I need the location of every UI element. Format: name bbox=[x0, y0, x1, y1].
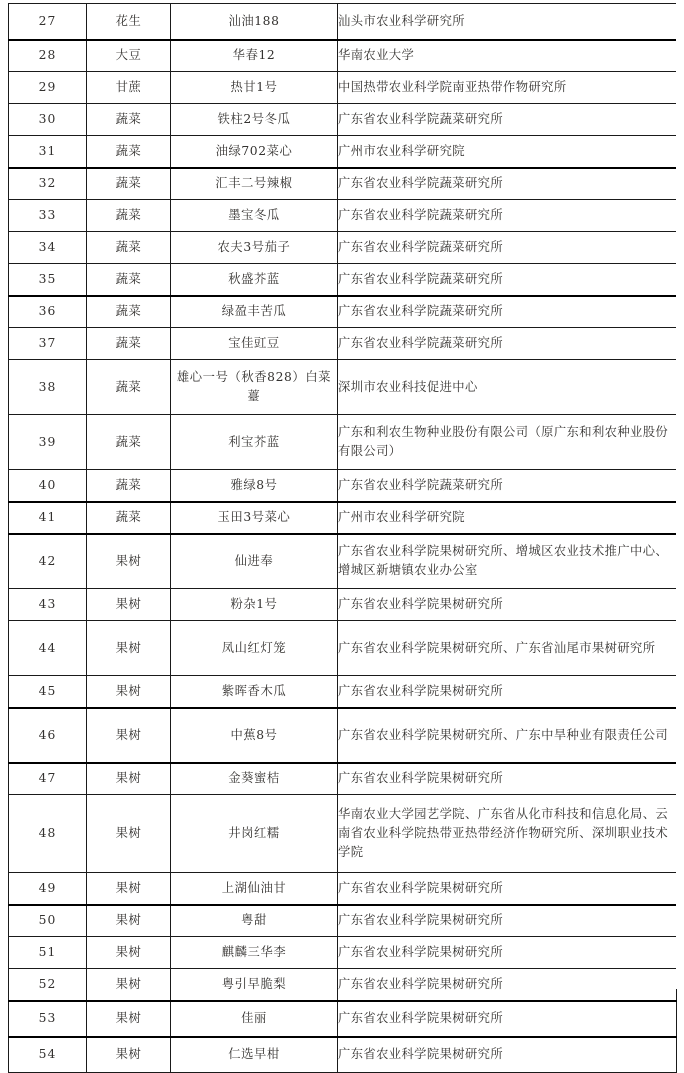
table-row bbox=[9, 795, 677, 873]
cell-variety-name-text: 金葵蜜桔 bbox=[228, 771, 280, 786]
cell-index bbox=[9, 795, 87, 873]
cell-organization bbox=[338, 232, 677, 264]
cell-crop-text: 果树 bbox=[115, 826, 142, 840]
cell-variety-name bbox=[171, 589, 338, 621]
table-row bbox=[9, 72, 677, 104]
cell-variety-name-text: 雅绿8号 bbox=[230, 477, 278, 492]
cell-organization-text: 广东省农业科学院果树研究所 bbox=[338, 1011, 504, 1025]
cell-crop bbox=[87, 296, 171, 328]
cell-crop-text: 蔬菜 bbox=[115, 304, 142, 319]
cell-crop-text: 果树 bbox=[115, 597, 142, 611]
cell-index bbox=[9, 264, 87, 296]
cell-index-text: 47 bbox=[38, 771, 57, 786]
cell-crop bbox=[87, 415, 171, 470]
cell-crop bbox=[87, 763, 171, 795]
cell-variety-name-text: 井岗红糯 bbox=[228, 826, 280, 840]
cell-crop-text: 蔬菜 bbox=[115, 477, 142, 492]
cell-index bbox=[9, 621, 87, 676]
cell-crop bbox=[87, 4, 171, 40]
cell-index-text: 32 bbox=[38, 176, 57, 191]
cell-crop-text: 果树 bbox=[115, 727, 142, 742]
cell-variety-name bbox=[171, 264, 338, 296]
cell-crop bbox=[87, 232, 171, 264]
cell-variety-name-text: 粤引早脆梨 bbox=[221, 976, 287, 991]
cell-variety-name bbox=[171, 676, 338, 708]
cell-crop bbox=[87, 470, 171, 502]
cell-organization-text: 广东省农业科学院果树研究所 bbox=[338, 880, 504, 895]
cell-organization-text: 广东省农业科学院果树研究所 bbox=[338, 771, 504, 786]
cell-organization bbox=[338, 873, 677, 905]
table-row bbox=[9, 415, 677, 470]
table-row bbox=[9, 1001, 677, 1037]
cell-index-text: 39 bbox=[38, 434, 57, 449]
cell-index-text: 35 bbox=[38, 271, 57, 286]
cell-index-text: 44 bbox=[38, 640, 57, 655]
cell-index bbox=[9, 104, 87, 136]
cell-variety-name-text: 雄心一号（秋香828）白菜薹 bbox=[176, 370, 332, 403]
cell-variety-name bbox=[171, 873, 338, 905]
cell-index-text: 36 bbox=[38, 304, 57, 319]
cell-crop bbox=[87, 264, 171, 296]
cell-index bbox=[9, 40, 87, 72]
cell-crop bbox=[87, 905, 171, 937]
cell-index bbox=[9, 1001, 87, 1037]
cell-organization bbox=[338, 168, 677, 200]
cell-crop bbox=[87, 534, 171, 589]
cell-crop-text: 果树 bbox=[115, 913, 142, 928]
cell-crop-text: 蔬菜 bbox=[115, 271, 142, 286]
cell-crop bbox=[87, 708, 171, 763]
table-row bbox=[9, 905, 677, 937]
cell-variety-name-text: 铁柱2号冬瓜 bbox=[217, 112, 291, 126]
table-row bbox=[9, 200, 677, 232]
cell-organization bbox=[338, 937, 677, 969]
table-row bbox=[9, 168, 677, 200]
cell-index bbox=[9, 763, 87, 795]
cell-crop bbox=[87, 676, 171, 708]
cell-variety-name-text: 粤甜 bbox=[241, 913, 267, 928]
cell-organization bbox=[338, 40, 677, 72]
page-right-margin bbox=[676, 0, 684, 989]
cell-index bbox=[9, 708, 87, 763]
table-row bbox=[9, 873, 677, 905]
cell-organization bbox=[338, 795, 677, 873]
cell-crop bbox=[87, 1001, 171, 1037]
cell-organization bbox=[338, 264, 677, 296]
cell-organization bbox=[338, 502, 677, 534]
cell-variety-name-text: 仙进奉 bbox=[234, 553, 274, 568]
cell-index-text: 30 bbox=[38, 112, 57, 126]
cell-crop bbox=[87, 589, 171, 621]
cell-variety-name bbox=[171, 136, 338, 168]
cell-organization-text: 汕头市农业科学研究所 bbox=[338, 13, 465, 28]
cell-organization-text: 深圳市农业科技促进中心 bbox=[338, 379, 478, 394]
cell-organization bbox=[338, 4, 677, 40]
cell-organization-text: 广州市农业科学研究院 bbox=[338, 510, 465, 524]
cell-index-text: 49 bbox=[38, 880, 57, 895]
table-row bbox=[9, 136, 677, 168]
cell-organization-text: 广东省农业科学院蔬菜研究所 bbox=[338, 271, 504, 286]
cell-organization bbox=[338, 969, 677, 1001]
cell-variety-name bbox=[171, 296, 338, 328]
table-row bbox=[9, 296, 677, 328]
cell-organization bbox=[338, 470, 677, 502]
cell-organization bbox=[338, 534, 677, 589]
cell-variety-name-text: 热甘1号 bbox=[230, 80, 278, 94]
table-row bbox=[9, 763, 677, 795]
cell-organization-text: 广州市农业科学研究院 bbox=[338, 143, 465, 158]
cell-organization-text: 广东省农业科学院果树研究所、广东中旱种业有限责任公司 bbox=[338, 727, 669, 742]
cell-index-text: 27 bbox=[38, 13, 57, 28]
cell-organization-text: 中国热带农业科学院南亚热带作物研究所 bbox=[338, 80, 567, 94]
cell-index bbox=[9, 969, 87, 1001]
table-row bbox=[9, 502, 677, 534]
table-row bbox=[9, 969, 677, 1001]
cell-index-text: 29 bbox=[38, 80, 57, 94]
cell-index bbox=[9, 168, 87, 200]
table-row bbox=[9, 708, 677, 763]
cell-index-text: 33 bbox=[38, 208, 57, 222]
cell-organization-text: 广东省农业科学院果树研究所 bbox=[338, 1047, 504, 1062]
cell-index-text: 53 bbox=[38, 1011, 57, 1025]
cell-crop-text: 蔬菜 bbox=[115, 208, 142, 222]
cell-crop bbox=[87, 40, 171, 72]
cell-organization-text: 广东省农业科学院果树研究所 bbox=[338, 913, 504, 928]
cell-crop-text: 蔬菜 bbox=[115, 336, 142, 350]
table-row bbox=[9, 40, 677, 72]
cell-index-text: 31 bbox=[38, 143, 57, 158]
cell-crop bbox=[87, 72, 171, 104]
table-row bbox=[9, 676, 677, 708]
cell-organization bbox=[338, 676, 677, 708]
cell-crop-text: 果树 bbox=[115, 1011, 142, 1025]
table-row bbox=[9, 534, 677, 589]
cell-organization-text: 广东省农业科学院果树研究所 bbox=[338, 683, 504, 698]
table-row bbox=[9, 232, 677, 264]
cell-index-text: 50 bbox=[38, 913, 57, 928]
cell-variety-name-text: 墨宝冬瓜 bbox=[228, 208, 280, 222]
cell-index bbox=[9, 4, 87, 40]
cell-crop-text: 蔬菜 bbox=[115, 176, 142, 191]
cell-variety-name-text: 中蕉8号 bbox=[230, 727, 278, 742]
cell-organization-text: 广东省农业科学院果树研究所 bbox=[338, 945, 504, 959]
cell-variety-name-text: 华春12 bbox=[232, 48, 276, 63]
cell-variety-name-text: 汇丰二号辣椒 bbox=[215, 176, 293, 191]
cell-crop bbox=[87, 621, 171, 676]
cell-variety-name-text: 秋盛芥蓝 bbox=[228, 271, 280, 286]
cell-variety-name bbox=[171, 40, 338, 72]
cell-crop-text: 果树 bbox=[115, 880, 142, 895]
cell-crop-text: 蔬菜 bbox=[115, 434, 142, 449]
cell-index bbox=[9, 360, 87, 415]
cell-crop bbox=[87, 873, 171, 905]
cell-crop-text: 甘蔗 bbox=[115, 80, 142, 94]
cell-crop-text: 果树 bbox=[115, 640, 142, 655]
cell-crop-text: 果树 bbox=[115, 553, 142, 568]
cell-crop-text: 果树 bbox=[115, 1047, 142, 1062]
cell-index bbox=[9, 502, 87, 534]
table-row bbox=[9, 264, 677, 296]
cell-crop bbox=[87, 502, 171, 534]
cell-variety-name bbox=[171, 502, 338, 534]
table-row bbox=[9, 328, 677, 360]
cell-variety-name bbox=[171, 4, 338, 40]
cell-variety-name bbox=[171, 328, 338, 360]
cell-crop-text: 大豆 bbox=[115, 48, 142, 63]
cell-organization-text: 广东省农业科学院蔬菜研究所 bbox=[338, 304, 504, 319]
cell-variety-name bbox=[171, 795, 338, 873]
cell-variety-name bbox=[171, 415, 338, 470]
cell-variety-name bbox=[171, 937, 338, 969]
cell-variety-name-text: 佳丽 bbox=[241, 1011, 267, 1025]
cell-crop bbox=[87, 1037, 171, 1073]
cell-index-text: 34 bbox=[38, 240, 57, 254]
cell-variety-name bbox=[171, 534, 338, 589]
cell-index-text: 38 bbox=[38, 379, 57, 394]
cell-variety-name-text: 宝佳豇豆 bbox=[228, 336, 280, 350]
cell-index-text: 42 bbox=[38, 553, 57, 568]
table-row bbox=[9, 937, 677, 969]
cell-variety-name bbox=[171, 1037, 338, 1073]
cell-variety-name bbox=[171, 708, 338, 763]
cell-variety-name bbox=[171, 168, 338, 200]
cell-crop-text: 果树 bbox=[115, 945, 142, 959]
cell-organization-text: 广东省农业科学院蔬菜研究所 bbox=[338, 240, 504, 254]
cell-organization-text: 华南农业大学 bbox=[338, 48, 415, 63]
cell-organization bbox=[338, 708, 677, 763]
cell-crop bbox=[87, 200, 171, 232]
table-row bbox=[9, 589, 677, 621]
cell-variety-name-text: 利宝芥蓝 bbox=[228, 434, 280, 449]
cell-index-text: 40 bbox=[38, 477, 57, 492]
cell-variety-name-text: 汕油188 bbox=[228, 13, 280, 28]
cell-variety-name-text: 紫晖香木瓜 bbox=[221, 683, 287, 698]
table-row bbox=[9, 470, 677, 502]
cell-organization bbox=[338, 621, 677, 676]
cell-index-text: 48 bbox=[38, 826, 57, 840]
cell-index bbox=[9, 72, 87, 104]
cell-organization bbox=[338, 328, 677, 360]
cell-organization-text: 广东和利农生物种业股份有限公司（原广东和利农种业股份有限公司） bbox=[338, 425, 669, 458]
cell-index-text: 45 bbox=[38, 683, 57, 698]
cell-organization bbox=[338, 360, 677, 415]
cell-variety-name bbox=[171, 72, 338, 104]
cell-organization bbox=[338, 136, 677, 168]
cell-variety-name bbox=[171, 360, 338, 415]
cell-index bbox=[9, 937, 87, 969]
cell-index-text: 28 bbox=[38, 48, 57, 63]
cell-index bbox=[9, 415, 87, 470]
cell-organization bbox=[338, 104, 677, 136]
cell-variety-name bbox=[171, 470, 338, 502]
cell-index-text: 43 bbox=[38, 597, 57, 611]
cell-organization-text: 广东省农业科学院蔬菜研究所 bbox=[338, 112, 504, 126]
crop-variety-table bbox=[8, 3, 677, 1073]
cell-index-text: 41 bbox=[38, 510, 57, 524]
cell-organization-text: 华南农业大学园艺学院、广东省从化市科技和信息化局、云南省农业科学院热带亚热带经济作物研究所、深圳职业技术学院 bbox=[338, 807, 669, 859]
cell-organization bbox=[338, 1037, 677, 1073]
cell-index bbox=[9, 328, 87, 360]
cell-crop bbox=[87, 136, 171, 168]
cell-organization bbox=[338, 1001, 677, 1037]
cell-crop-text: 花生 bbox=[115, 13, 142, 28]
cell-variety-name bbox=[171, 621, 338, 676]
cell-organization-text: 广东省农业科学院果树研究所 bbox=[338, 597, 504, 611]
cell-index bbox=[9, 1037, 87, 1073]
cell-crop bbox=[87, 969, 171, 1001]
cell-organization-text: 广东省农业科学院果树研究所 bbox=[338, 976, 504, 991]
variety-table-body bbox=[9, 4, 677, 1073]
cell-index-text: 51 bbox=[38, 945, 57, 959]
cell-crop-text: 蔬菜 bbox=[115, 379, 142, 394]
variety-table-container bbox=[8, 3, 676, 1073]
cell-organization bbox=[338, 72, 677, 104]
cell-index bbox=[9, 534, 87, 589]
cell-variety-name bbox=[171, 200, 338, 232]
cell-crop bbox=[87, 795, 171, 873]
table-row bbox=[9, 621, 677, 676]
cell-crop bbox=[87, 328, 171, 360]
cell-crop bbox=[87, 937, 171, 969]
cell-organization-text: 广东省农业科学院果树研究所、增城区农业技术推广中心、增城区新塘镇农业办公室 bbox=[338, 544, 669, 578]
cell-organization-text: 广东省农业科学院蔬菜研究所 bbox=[338, 208, 504, 222]
cell-variety-name bbox=[171, 969, 338, 1001]
cell-variety-name-text: 仁选早柑 bbox=[228, 1047, 280, 1062]
cell-index-text: 52 bbox=[38, 976, 57, 991]
cell-index bbox=[9, 873, 87, 905]
cell-variety-name-text: 绿盈丰苦瓜 bbox=[221, 304, 287, 319]
table-row bbox=[9, 360, 677, 415]
cell-index bbox=[9, 232, 87, 264]
cell-variety-name-text: 油绿702菜心 bbox=[215, 143, 293, 158]
cell-crop bbox=[87, 104, 171, 136]
cell-index bbox=[9, 905, 87, 937]
cell-organization-text: 广东省农业科学院蔬菜研究所 bbox=[338, 336, 504, 350]
cell-variety-name-text: 上湖仙油甘 bbox=[221, 880, 287, 895]
table-row bbox=[9, 104, 677, 136]
cell-organization-text: 广东省农业科学院蔬菜研究所 bbox=[338, 176, 504, 191]
cell-crop-text: 蔬菜 bbox=[115, 510, 142, 524]
cell-organization-text: 广东省农业科学院蔬菜研究所 bbox=[338, 477, 504, 492]
cell-variety-name bbox=[171, 232, 338, 264]
cell-variety-name-text: 凤山红灯笼 bbox=[221, 640, 287, 655]
cell-variety-name-text: 麒麟三华李 bbox=[221, 945, 287, 959]
cell-index-text: 37 bbox=[38, 336, 57, 350]
cell-crop-text: 果树 bbox=[115, 683, 142, 698]
cell-index bbox=[9, 589, 87, 621]
cell-index-text: 54 bbox=[38, 1047, 57, 1062]
cell-variety-name bbox=[171, 1001, 338, 1037]
cell-variety-name-text: 粉杂1号 bbox=[230, 597, 278, 611]
cell-variety-name-text: 玉田3号菜心 bbox=[217, 510, 291, 524]
table-row bbox=[9, 1037, 677, 1073]
cell-index bbox=[9, 200, 87, 232]
cell-index bbox=[9, 470, 87, 502]
cell-crop-text: 蔬菜 bbox=[115, 112, 142, 126]
cell-organization bbox=[338, 296, 677, 328]
cell-variety-name bbox=[171, 905, 338, 937]
cell-organization bbox=[338, 200, 677, 232]
cell-variety-name bbox=[171, 763, 338, 795]
cell-crop-text: 果树 bbox=[115, 976, 142, 991]
cell-variety-name bbox=[171, 104, 338, 136]
cell-index bbox=[9, 136, 87, 168]
cell-organization bbox=[338, 589, 677, 621]
cell-organization bbox=[338, 415, 677, 470]
table-row bbox=[9, 4, 677, 40]
cell-index bbox=[9, 676, 87, 708]
cell-variety-name-text: 农夫3号茄子 bbox=[217, 240, 291, 254]
cell-crop bbox=[87, 360, 171, 415]
cell-crop-text: 蔬菜 bbox=[115, 143, 142, 158]
cell-organization bbox=[338, 763, 677, 795]
cell-crop-text: 果树 bbox=[115, 771, 142, 786]
cell-crop bbox=[87, 168, 171, 200]
cell-organization bbox=[338, 905, 677, 937]
cell-organization-text: 广东省农业科学院果树研究所、广东省汕尾市果树研究所 bbox=[338, 640, 656, 655]
cell-index bbox=[9, 296, 87, 328]
cell-index-text: 46 bbox=[38, 727, 57, 742]
cell-crop-text: 蔬菜 bbox=[115, 240, 142, 254]
